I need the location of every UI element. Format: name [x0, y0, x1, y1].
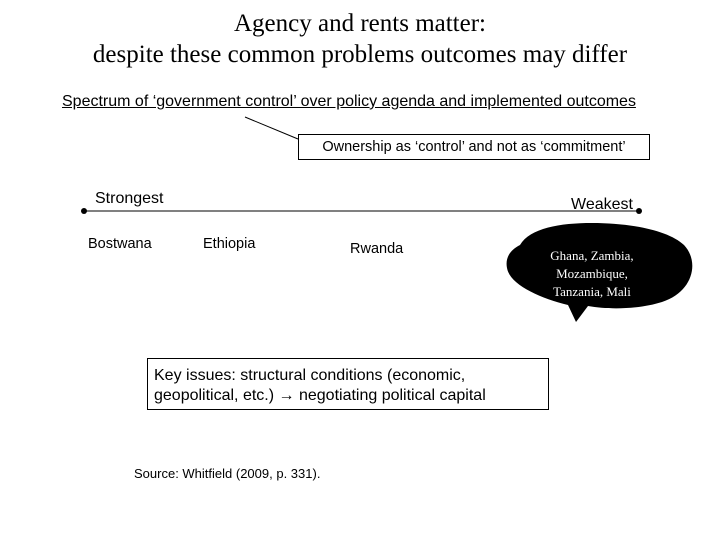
country-label: Rwanda: [350, 241, 404, 257]
key-issues-line-2a: geopolitical, etc.): [154, 387, 275, 404]
key-issues-line-1: Key issues: structural conditions (economic,: [154, 367, 466, 384]
title-line-1: Agency and rents matter:: [234, 10, 486, 37]
axis-right-endpoint: [636, 208, 642, 214]
bubble-text: [516, 247, 668, 301]
arrow-icon: →: [278, 387, 295, 404]
source-citation: Source: Whitfield (2009, p. 331).: [134, 466, 321, 481]
key-issues-box: [147, 358, 549, 410]
country-label: Bostwana: [88, 236, 152, 252]
spectrum-subheading: Spectrum of ‘government control’ over policy agenda and implemented outcomes: [62, 93, 636, 110]
bubble-line: Ghana, Zambia,: [550, 248, 634, 263]
callout-box: Ownership as ‘control’ and not as ‘commitment’: [298, 134, 650, 160]
callout-connector: [245, 117, 298, 139]
country-label: Ethiopia: [203, 236, 256, 252]
key-issues-line-2b: negotiating political capital: [298, 387, 486, 404]
key-issues-line-2: [154, 386, 548, 406]
bubble-line: Mozambique,: [556, 266, 628, 281]
title-line-2: despite these common problems outcomes may differ: [92, 41, 628, 68]
bubble-line: Tanzania, Mali: [553, 284, 631, 299]
axis-left-endpoint: [81, 208, 87, 214]
weakest-label: Weakest: [571, 196, 633, 213]
strongest-label: Strongest: [95, 190, 164, 207]
